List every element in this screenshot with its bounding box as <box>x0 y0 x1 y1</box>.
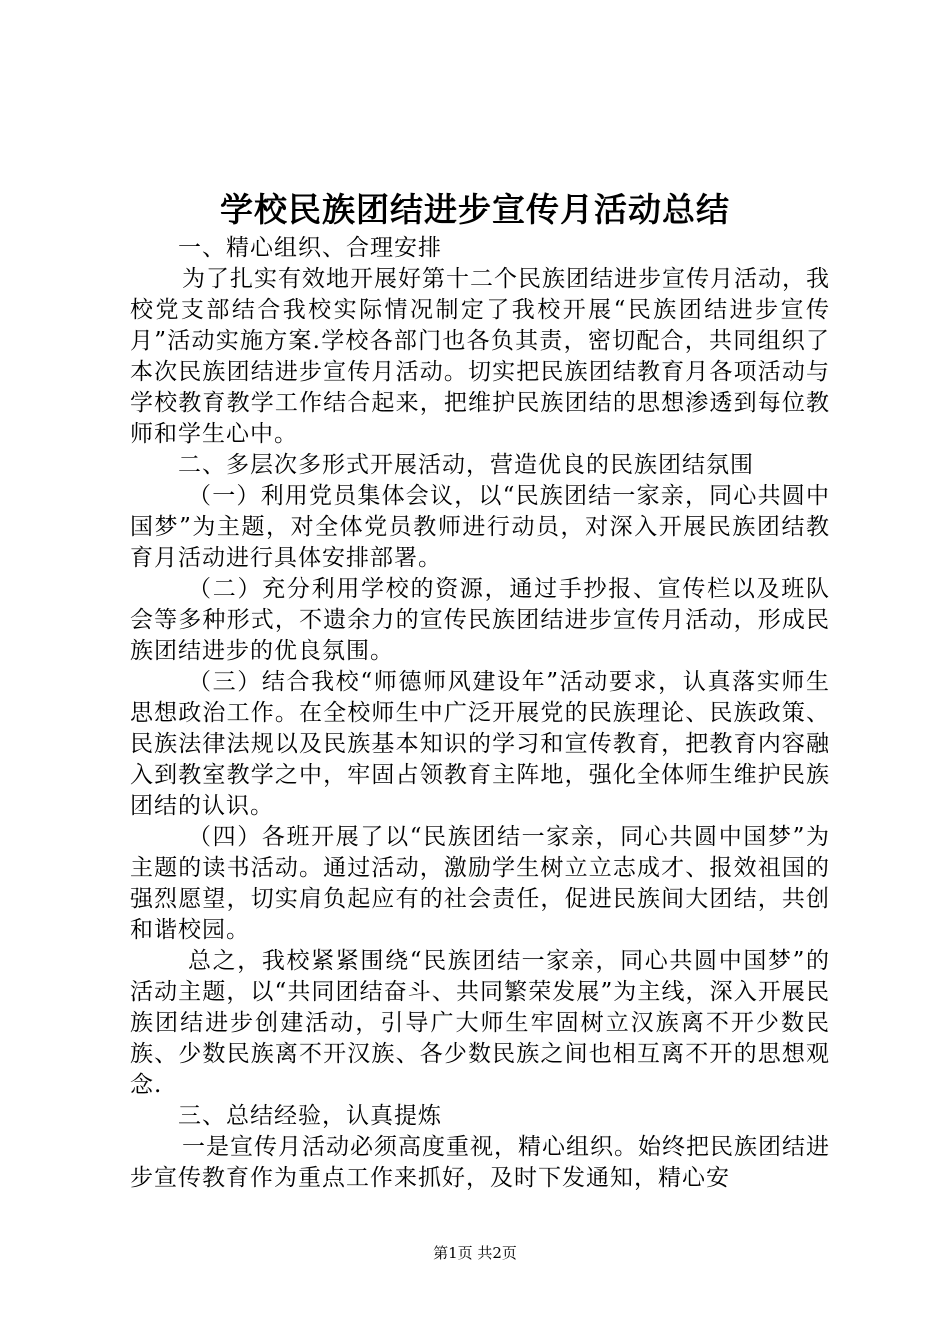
section-heading-2: 二、多层次多形式开展活动，营造优良的民族团结氛围 <box>178 452 754 478</box>
document-title: 学校民族团结进步宣传月活动总结 <box>220 190 730 229</box>
paragraph-2-3: （三）结合我校“师德师风建设年”活动要求，认真落实师生思想政治工作。在全校师生中广泛开展党的民族理论、民族政策、民族法律法规以及民族基本知识的学习和宣传教育，把教育内容融入到教室教学之中，牢固占领教育主阵地，强化全体师生维护民族团结的认识。 <box>130 669 830 819</box>
section-heading-1: 一、精心组织、合理安排 <box>178 235 442 261</box>
paragraph-3-1: 一是宣传月活动必须高度重视，精心组织。始终把民族团结进步宣传教育作为重点工作来抓好，及时下发通知，精心安 <box>130 1134 830 1191</box>
document-body <box>130 233 830 1194</box>
paragraph-2-1: （一）利用党员集体会议，以“民族团结一家亲，同心共圆中国梦”为主题，对全体党员教师进行动员，对深入开展民族团结教育月活动进行具体安排部署。 <box>130 483 830 571</box>
paragraph-summary: 总之，我校紧紧围绕“民族团结一家亲，同心共圆中国梦”的活动主题，以“共同团结奋斗、共同繁荣发展”为主线，深入开展民族团结进步创建活动，引导广大师生牢固树立汉族离不开少数民族、少数民族离不开汉族、各少数民族之间也相互离不开的思想观念. <box>130 948 830 1098</box>
paragraph-1: 为了扎实有效地开展好第十二个民族团结进步宣传月活动，我校党支部结合我校实际情况制定了我校开展“民族团结进步宣传月”活动实施方案.学校各部门也各负其责，密切配合，共同组织了本次民族团结进步宣传月活动。切实把民族团结教育月各项活动与学校教育教学工作结合起来，把维护民族团结的思想渗透到每位教师和学生心中。 <box>130 266 830 447</box>
paragraph-2-2: （二）充分利用学校的资源，通过手抄报、宣传栏以及班队会等多种形式，不遗余力的宣传民族团结进步宣传月活动，形成民族团结进步的优良氛围。 <box>130 576 830 664</box>
page-footer: 第1页 共2页 <box>433 1244 517 1262</box>
section-heading-3: 三、总结经验，认真提炼 <box>178 1103 442 1129</box>
paragraph-2-4: （四）各班开展了以“民族团结一家亲，同心共圆中国梦”为主题的读书活动。通过活动，激励学生树立立志成才、报效祖国的强烈愿望，切实肩负起应有的社会责任，促进民族间大团结，共创和谐校园。 <box>130 824 830 943</box>
